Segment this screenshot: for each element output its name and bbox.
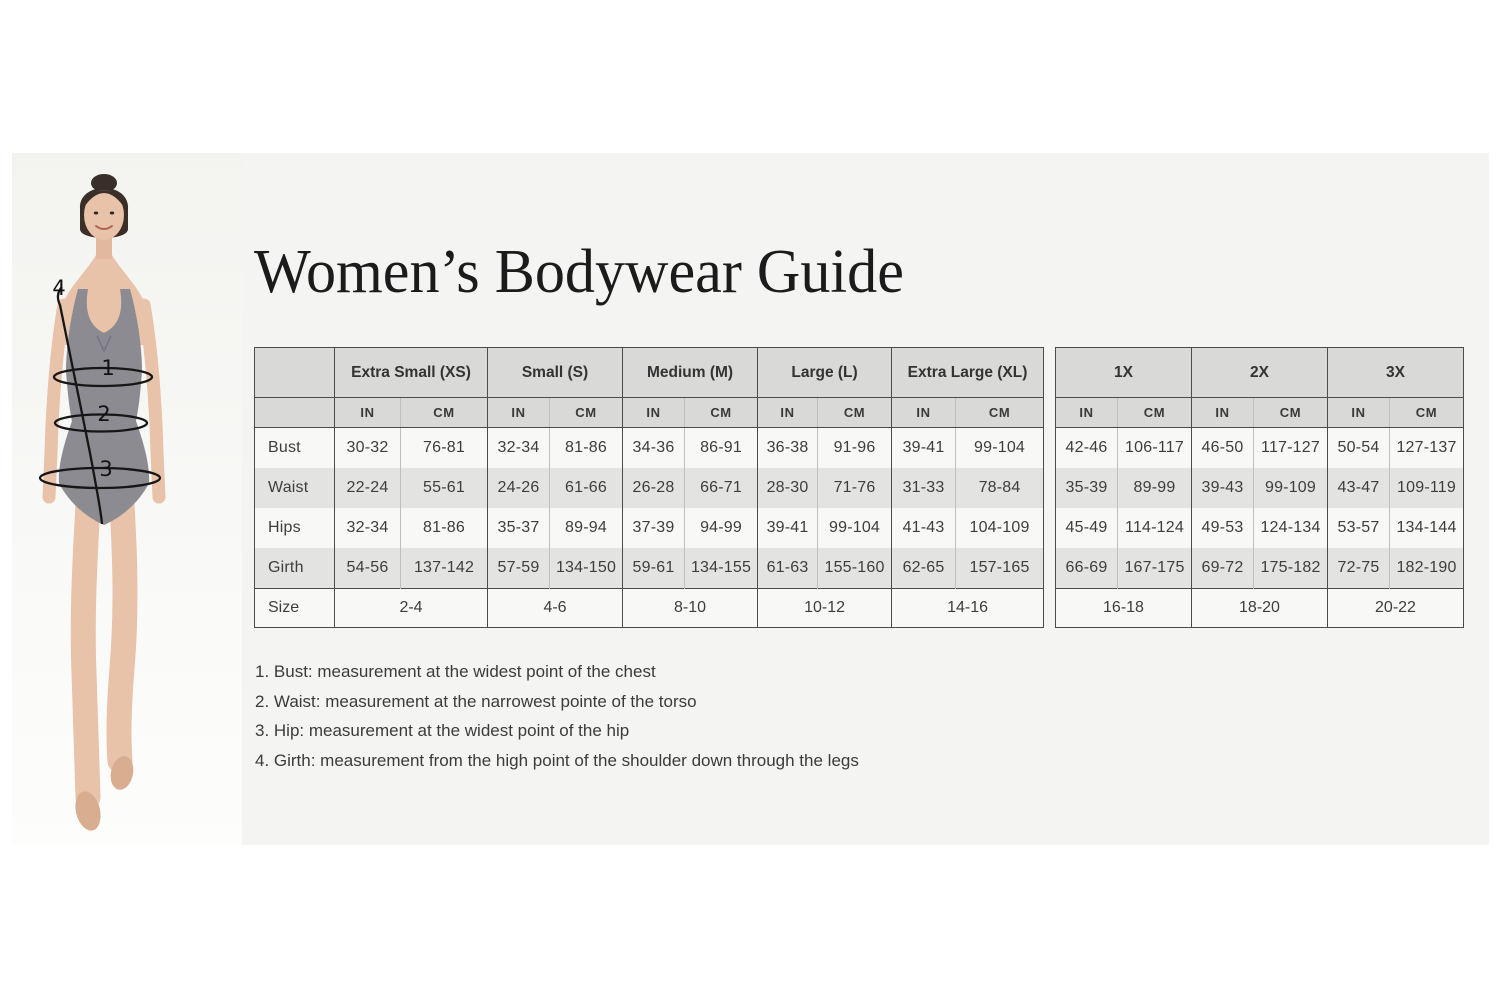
s-waist-cm: 61-66 [550,468,623,508]
size-table-standard [254,347,1044,628]
units-corner-cell [255,398,335,428]
waist-row [255,468,1044,508]
2x-waist-in: 39-43 [1192,468,1254,508]
l-bust-in: 36-38 [758,428,818,469]
plus-hips-row [1056,508,1464,548]
xl-cm-header: CM [956,398,1044,428]
m-in-header: IN [623,398,685,428]
s-bust-cm: 81-86 [550,428,623,469]
2x-bust-in: 46-50 [1192,428,1254,469]
m-bust-in: 34-36 [623,428,685,469]
row-label-bust: Bust [255,428,335,469]
2x-bust-cm: 117-127 [1254,428,1328,469]
plus-bust-row [1056,428,1464,469]
th-s: Small (S) [488,348,623,398]
waist-number-label: 2 [97,402,111,426]
th-3x: 3X [1328,348,1464,398]
2x-cm-header: CM [1254,398,1328,428]
xs-waist-cm: 55-61 [401,468,488,508]
s-waist-in: 24-26 [488,468,550,508]
model-photo [12,153,242,845]
m-bust-cm: 86-91 [685,428,758,469]
m-size: 8-10 [623,589,758,628]
xs-in-header: IN [335,398,401,428]
xs-bust-cm: 76-81 [401,428,488,469]
xs-hips-in: 32-34 [335,508,401,548]
measurement-notes [255,657,859,775]
note-girth: 4. Girth: measurement from the high point of the shoulder down through the legs [255,750,859,770]
xs-size: 2-4 [335,589,488,628]
s-hips-cm: 89-94 [550,508,623,548]
s-size: 4-6 [488,589,623,628]
hip-number-label: 3 [99,457,113,481]
th-1x: 1X [1056,348,1192,398]
1x-girth-in: 66-69 [1056,548,1118,589]
th-2x: 2X [1192,348,1328,398]
l-waist-in: 28-30 [758,468,818,508]
1x-in-header: IN [1056,398,1118,428]
xs-bust-in: 30-32 [335,428,401,469]
size-header-row [255,348,1044,398]
3x-cm-header: CM [1390,398,1464,428]
l-waist-cm: 71-76 [818,468,892,508]
1x-hips-cm: 114-124 [1118,508,1192,548]
row-label-girth: Girth [255,548,335,589]
l-bust-cm: 91-96 [818,428,892,469]
m-hips-cm: 94-99 [685,508,758,548]
2x-size: 18-20 [1192,589,1328,628]
2x-girth-in: 69-72 [1192,548,1254,589]
1x-waist-cm: 89-99 [1118,468,1192,508]
xl-waist-cm: 78-84 [956,468,1044,508]
model-figure [12,153,242,845]
s-in-header: IN [488,398,550,428]
row-label-size: Size [255,589,335,628]
units-row [255,398,1044,428]
1x-hips-in: 45-49 [1056,508,1118,548]
xl-girth-cm: 157-165 [956,548,1044,589]
size-table-plus [1055,347,1464,628]
l-hips-in: 39-41 [758,508,818,548]
s-hips-in: 35-37 [488,508,550,548]
2x-girth-cm: 175-182 [1254,548,1328,589]
th-xl: Extra Large (XL) [892,348,1044,398]
s-cm-header: CM [550,398,623,428]
2x-hips-cm: 124-134 [1254,508,1328,548]
m-girth-cm: 134-155 [685,548,758,589]
plus-units-row [1056,398,1464,428]
page-title: Women’s Bodywear Guide [254,238,904,306]
girth-number-label: 4 [52,276,66,300]
3x-girth-cm: 182-190 [1390,548,1464,589]
3x-hips-in: 53-57 [1328,508,1390,548]
bust-number-label: 1 [101,356,115,380]
plus-size-row [1056,589,1464,628]
l-cm-header: CM [818,398,892,428]
xl-in-header: IN [892,398,956,428]
plus-waist-row [1056,468,1464,508]
1x-size: 16-18 [1056,589,1192,628]
th-m: Medium (M) [623,348,758,398]
1x-waist-in: 35-39 [1056,468,1118,508]
xl-waist-in: 31-33 [892,468,956,508]
1x-bust-cm: 106-117 [1118,428,1192,469]
xs-girth-in: 54-56 [335,548,401,589]
s-bust-in: 32-34 [488,428,550,469]
l-girth-in: 61-63 [758,548,818,589]
th-l: Large (L) [758,348,892,398]
xs-cm-header: CM [401,398,488,428]
m-cm-header: CM [685,398,758,428]
corner-cell [255,348,335,398]
2x-hips-in: 49-53 [1192,508,1254,548]
xl-bust-in: 39-41 [892,428,956,469]
xs-girth-cm: 137-142 [401,548,488,589]
1x-cm-header: CM [1118,398,1192,428]
l-size: 10-12 [758,589,892,628]
s-girth-in: 57-59 [488,548,550,589]
xl-girth-in: 62-65 [892,548,956,589]
note-bust: 1. Bust: measurement at the widest point of the chest [255,662,656,681]
3x-bust-in: 50-54 [1328,428,1390,469]
xl-hips-in: 41-43 [892,508,956,548]
guide-panel [12,153,1489,845]
note-hip: 3. Hip: measurement at the widest point of the hip [255,721,630,740]
m-waist-in: 26-28 [623,468,685,508]
xs-hips-cm: 81-86 [401,508,488,548]
row-label-waist: Waist [255,468,335,508]
2x-in-header: IN [1192,398,1254,428]
1x-girth-cm: 167-175 [1118,548,1192,589]
1x-bust-in: 42-46 [1056,428,1118,469]
m-girth-in: 59-61 [623,548,685,589]
xl-size: 14-16 [892,589,1044,628]
m-hips-in: 37-39 [623,508,685,548]
xl-hips-cm: 104-109 [956,508,1044,548]
s-girth-cm: 134-150 [550,548,623,589]
bust-row [255,428,1044,469]
3x-girth-in: 72-75 [1328,548,1390,589]
plus-girth-row [1056,548,1464,589]
3x-size: 20-22 [1328,589,1464,628]
xl-bust-cm: 99-104 [956,428,1044,469]
3x-waist-in: 43-47 [1328,468,1390,508]
3x-in-header: IN [1328,398,1390,428]
girth-row [255,548,1044,589]
plus-size-header-row [1056,348,1464,398]
hips-row [255,508,1044,548]
3x-waist-cm: 109-119 [1390,468,1464,508]
l-in-header: IN [758,398,818,428]
xs-waist-in: 22-24 [335,468,401,508]
3x-bust-cm: 127-137 [1390,428,1464,469]
size-row [255,589,1044,628]
l-girth-cm: 155-160 [818,548,892,589]
note-waist: 2. Waist: measurement at the narrowest pointe of the torso [255,691,697,711]
l-hips-cm: 99-104 [818,508,892,548]
row-label-hips: Hips [255,508,335,548]
th-xs: Extra Small (XS) [335,348,488,398]
2x-waist-cm: 99-109 [1254,468,1328,508]
m-waist-cm: 66-71 [685,468,758,508]
3x-hips-cm: 134-144 [1390,508,1464,548]
